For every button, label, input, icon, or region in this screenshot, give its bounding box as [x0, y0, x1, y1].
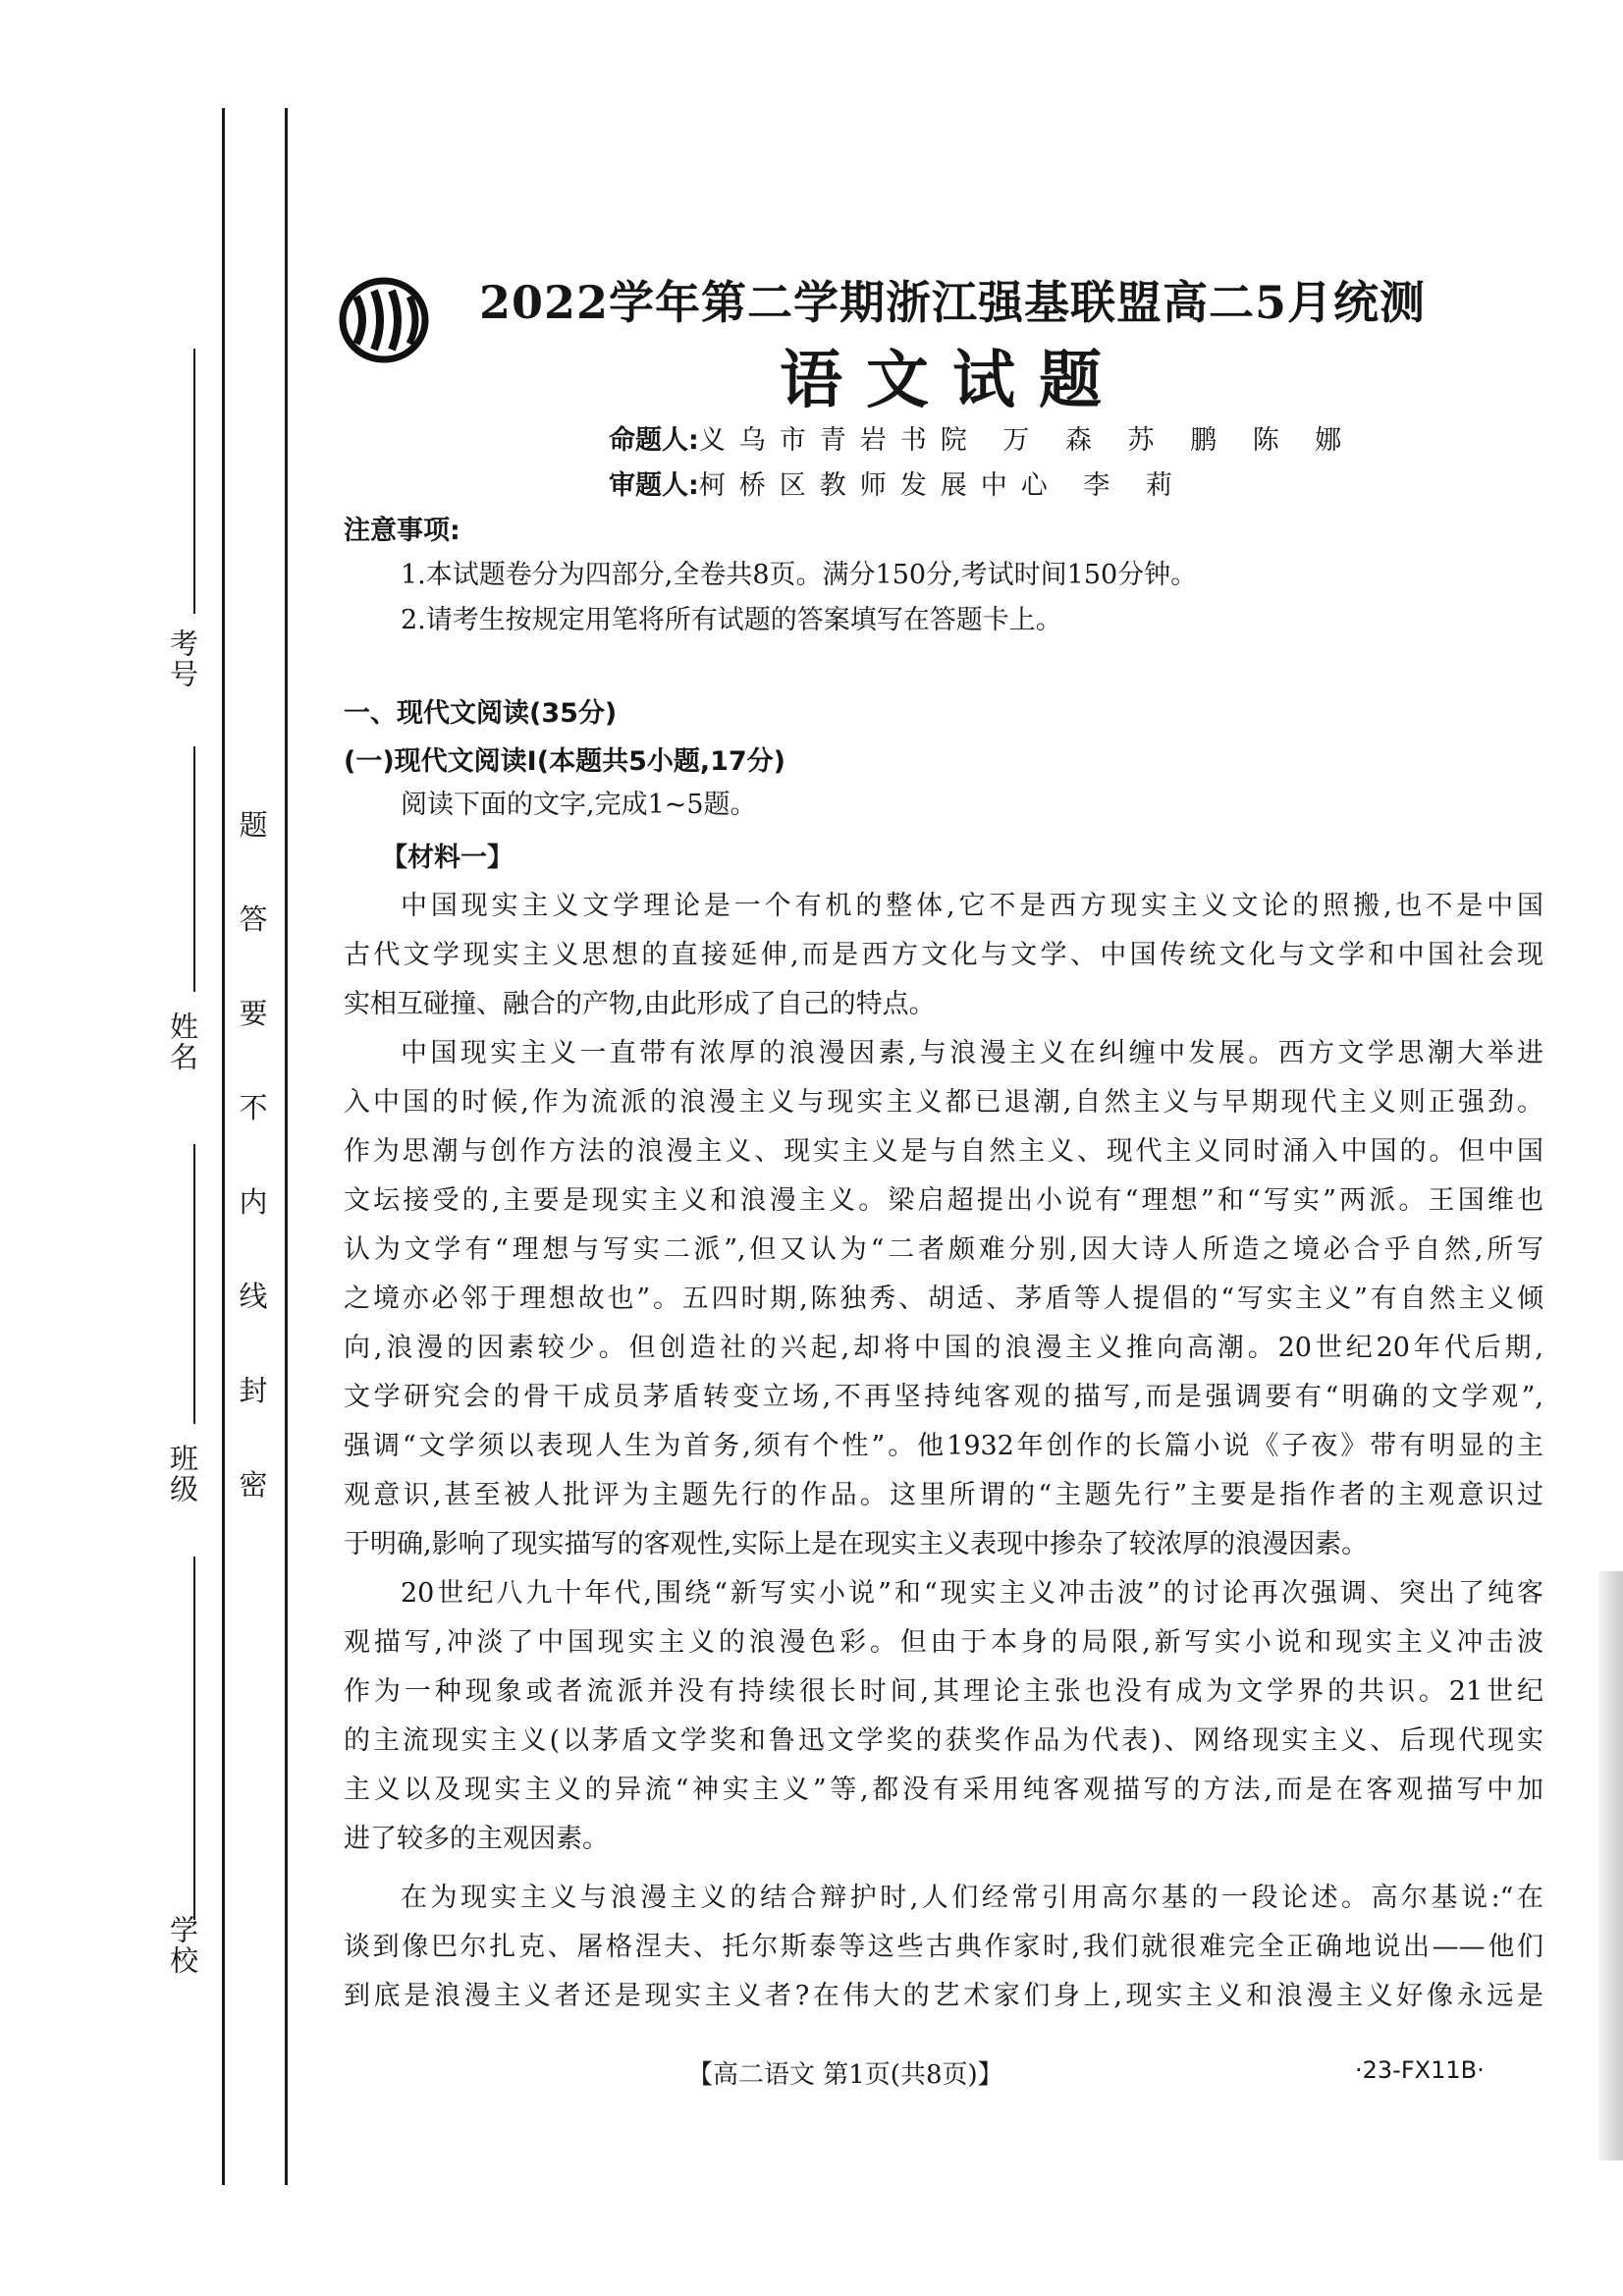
body-line: 入中国的时候,作为流派的浪漫主义与现实主义都已退潮,自然主义与早期现代主义则正强劲。 [344, 1087, 1543, 1118]
seal-char: 线 [239, 1280, 268, 1313]
scan-edge-shadow [1598, 1571, 1623, 2160]
body-line: 于明确,影响了现实描写的客观性,实际上是在现实主义表现中掺杂了较浓厚的浪漫因素。 [344, 1529, 1369, 1559]
alliance-logo-icon [339, 277, 429, 363]
name-label: 姓名 [166, 1011, 199, 1072]
material-label: 【材料一】 [381, 843, 514, 873]
body-line: 主义以及现实主义的异流“神实主义”等,都没有采用纯客观描写的方法,而是在客观描写中加 [344, 1775, 1543, 1805]
seal-char: 答 [239, 902, 268, 936]
reading-instruction: 阅读下面的文字,完成1~5题。 [401, 790, 757, 820]
body-line: 实相互碰撞、融合的产物,由此形成了自己的特点。 [344, 989, 936, 1019]
notice-item: 1.本试题卷分为四部分,全卷共8页。满分150分,考试时间150分钟。 [401, 560, 1198, 590]
body-line: 向,浪漫的因素较少。但创造社的兴起,却将中国的浪漫主义推向高潮。20世纪20年代后期, [344, 1333, 1543, 1363]
exam-title: 2022学年第二学期浙江强基联盟高二5月统测 [478, 276, 1427, 329]
sub-section-title: (一)现代文阅读Ⅰ(本题共5小题,17分) [344, 746, 786, 777]
reviewers-names: 柯桥区教师发展中心 李 莉 [698, 470, 1186, 501]
body-line: 古代文学现实主义思想的直接延伸,而是西方文化与文学、中国传统文化与文学和中国社会现 [344, 940, 1543, 970]
reviewers-line [609, 464, 1186, 502]
body-line: 作为一种现象或者流派并没有持续很长时间,其理论主张也没有成为文学界的共识。21世纪 [344, 1676, 1543, 1707]
seal-char: 要 [239, 997, 268, 1030]
page-footer: 【高二语文 第1页(共8页)】 [687, 2060, 1003, 2090]
paper-code: ·23-FX11B· [1355, 2056, 1485, 2084]
gutter-line-right [285, 108, 288, 2185]
body-line: 认为文学有“理想与写实二派”,但又认为“二者颇难分别,因大诗人所造之境必合乎自然,所写 [344, 1234, 1543, 1265]
body-line: 中国现实主义文学理论是一个有机的整体,它不是西方现实主义文论的照搬,也不是中国 [401, 891, 1543, 921]
class-underline [193, 1144, 195, 1424]
reviewers-label: 审题人: [609, 470, 699, 501]
seal-char: 题 [239, 808, 268, 842]
seal-char: 密 [239, 1468, 268, 1502]
setters-label: 命题人: [609, 425, 699, 456]
seal-char: 不 [239, 1091, 268, 1124]
class-label: 班级 [166, 1444, 199, 1504]
body-line: 作为思潮与创作方法的浪漫主义、现实主义是与自然主义、现代主义同时涌入中国的。但中国 [344, 1136, 1543, 1167]
notice-item: 2.请考生按规定用笔将所有试题的答案填写在答题卡上。 [401, 605, 1062, 635]
setters-line [609, 418, 1355, 457]
body-line: 20世纪八九十年代,围绕“新写实小说”和“现实主义冲击波”的讨论再次强调、突出了纯客 [401, 1578, 1543, 1609]
exam-number-underline [193, 349, 195, 614]
body-line: 观描写,冲淡了中国现实主义的浪漫色彩。但由于本身的局限,新写实小说和现实主义冲击波 [344, 1627, 1543, 1658]
school-underline [193, 1557, 195, 1920]
school-label: 学校 [166, 1915, 199, 1976]
body-line: 观意识,甚至被人批评为主题先行的作品。这里所谓的“主题先行”主要是指作者的主观意识过 [344, 1480, 1543, 1510]
body-line: 的主流现实主义(以茅盾文学奖和鲁迅文学奖的获奖作品为代表)、网络现实主义、后现代现实 [344, 1725, 1543, 1756]
body-line: 到底是浪漫主义者还是现实主义者?在伟大的艺术家们身上,现实主义和浪漫主义好像永远是 [344, 1981, 1543, 2011]
body-line: 在为现实主义与浪漫主义的结合辩护时,人们经常引用高尔基的一段论述。高尔基说:“在 [401, 1883, 1543, 1913]
setters-names: 义乌市青岩书院 万 森 苏 鹏 陈 娜 [698, 425, 1356, 456]
subject-title: 语文试题 [780, 344, 1125, 417]
body-line: 文坛接受的,主要是现实主义和浪漫主义。梁启超提出小说有“理想”和“写实”两派。王国维也 [344, 1185, 1543, 1216]
notice-heading: 注意事项: [344, 516, 460, 546]
seal-char: 封 [239, 1374, 268, 1407]
body-line: 中国现实主义一直带有浓厚的浪漫因素,与浪漫主义在纠缠中发展。西方文学思潮大举进 [401, 1038, 1543, 1068]
body-line: 谈到像巴尔扎克、屠格涅夫、托尔斯泰等这些古典作家时,我们就很难完全正确地说出——他们 [344, 1932, 1543, 1962]
body-line: 强调“文学须以表现人生为首务,须有个性”。他1932年创作的长篇小说《子夜》带有明显的主 [344, 1431, 1543, 1461]
body-line: 进了较多的主观因素。 [344, 1824, 609, 1854]
seal-char: 内 [239, 1185, 268, 1219]
body-line: 文学研究会的骨干成员茅盾转变立场,不再坚持纯客观的描写,而是强调要有“明确的文学观”, [344, 1382, 1543, 1412]
name-underline [193, 746, 195, 992]
part-title: 一、现代文阅读(35分) [344, 698, 618, 729]
body-line: 之境亦必邻于理想故也”。五四时期,陈独秀、胡适、茅盾等人提倡的“写实主义”有自然主义倾 [344, 1284, 1543, 1314]
exam-number-label: 考号 [166, 629, 199, 689]
gutter-line-left [222, 108, 225, 2185]
